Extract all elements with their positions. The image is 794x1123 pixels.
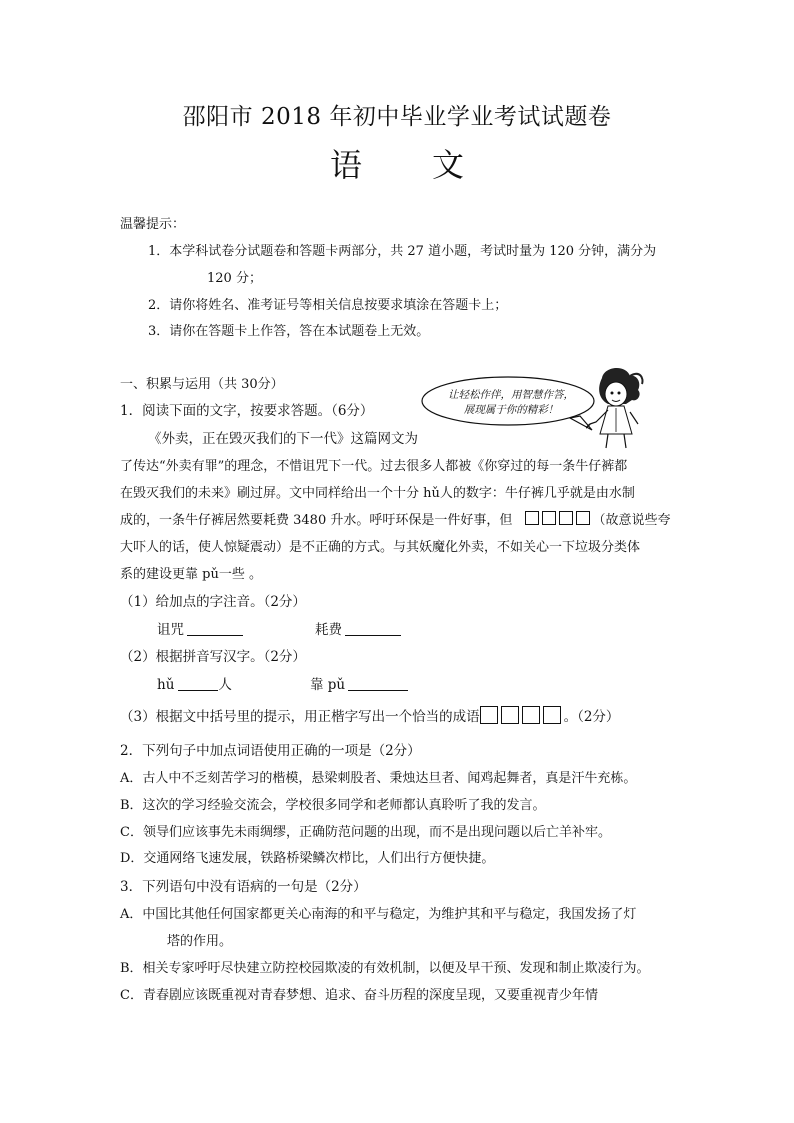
tips-heading: 温馨提示： bbox=[120, 217, 186, 232]
q1-passage-line-5: 大吓人的话，使人惊疑震动）是不正确的方式。与其妖魔化外卖，不如关心一下垃圾分类体 bbox=[120, 540, 641, 555]
q1-sub2-a-suffix: 人 bbox=[218, 677, 232, 693]
q1-sub2-label: （2）根据拼音写汉字。（2分） bbox=[120, 649, 306, 665]
q1-passage-line-4-hint: （故意说些夸 bbox=[592, 513, 671, 528]
bubble-line-2: 展现属于你的精彩！ bbox=[463, 404, 559, 416]
exam-title: 邵阳市 2018 年初中毕业学业考试试题卷 bbox=[182, 104, 612, 130]
q1-passage-line-2: 了传达“外卖有罪”的理念，不惜诅咒下一代。过去很多人都被《你穿过的每一条牛仔裤都 bbox=[120, 459, 628, 474]
q1-passage-line-6: 系的建设更靠 pǔ一些 。 bbox=[120, 567, 262, 582]
tip-item-1: 1．本学科试卷分试题卷和答题卡两部分，共 27 道小题，考试时量为 120 分钟，满分为 bbox=[148, 244, 657, 259]
q1-sub1-a-word: 诅咒 bbox=[157, 622, 184, 638]
q1-sub2-b bbox=[310, 673, 408, 693]
bubble-line-1: 让轻松作伴，用智慧作答， bbox=[448, 389, 574, 401]
q1-sub1-b-word: 耗费 bbox=[315, 622, 342, 638]
tip-item-1-cont: 120 分； bbox=[207, 271, 262, 286]
q1-sub1-b bbox=[315, 618, 401, 638]
idiom-boxes bbox=[525, 513, 593, 528]
q3-option-c: C．青春剧应该既重视对青春梦想、追求、奋斗历程的深度呈现，又要重视青少年情 bbox=[120, 988, 598, 1003]
q2-option-a: A．古人中不乏刻苦学习的楷模，悬梁刺股者、秉烛达旦者、闻鸡起舞者，真是汗牛充栋。 bbox=[120, 771, 637, 786]
q3-option-b: B．相关专家呼吁尽快建立防控校园欺凌的有效机制，以便及早干预、发现和制止欺凌行为。 bbox=[120, 961, 650, 976]
q2-option-b: B．这次的学习经验交流会，学校很多同学和老师都认真聆听了我的发言。 bbox=[120, 798, 546, 813]
answer-blank[interactable] bbox=[178, 678, 218, 691]
answer-blank[interactable] bbox=[348, 678, 408, 691]
q3-stem: 3．下列语句中没有语病的一句是（2分） bbox=[120, 879, 367, 895]
idiom-answer-boxes[interactable] bbox=[480, 709, 564, 725]
tip-item-2: 2．请你将姓名、准考证号等相关信息按要求填涂在答题卡上； bbox=[148, 298, 508, 313]
q1-sub2-b-pinyin: 靠 pǔ bbox=[310, 677, 346, 693]
girl-illustration-icon bbox=[586, 364, 646, 450]
answer-blank[interactable] bbox=[187, 623, 243, 636]
subject-title: 语文 bbox=[329, 146, 534, 184]
q1-passage-line-4-text: 成的，一条牛仔裤居然要耗费 3480 升水。呼吁环保是一件好事，但 bbox=[120, 513, 513, 528]
answer-blank[interactable] bbox=[345, 623, 401, 636]
q1-passage-line-4 bbox=[120, 509, 671, 528]
q3-option-a: A．中国比其他任何国家都更关心南海的和平与稳定，为维护其和平与稳定，我国发扬了灯 bbox=[120, 907, 637, 922]
section-title: 一、积累与运用（共 30分） bbox=[120, 377, 284, 392]
q1-passage-line-1: 《外卖，正在毁灭我们的下一代》这篇网文为 bbox=[148, 431, 418, 447]
tip-item-3: 3．请你在答题卡上作答，答在本试题卷上无效。 bbox=[148, 324, 430, 339]
q2-option-c: C．领导们应该事先未雨绸缪，正确防范问题的出现，而不是出现问题以后亡羊补牢。 bbox=[120, 825, 611, 840]
q1-sub2-a-pinyin: hǔ bbox=[157, 677, 175, 693]
q1-sub3-suffix: 。（2分） bbox=[563, 709, 620, 725]
q1-stem: 1．阅读下面的文字，按要求答题。（6分） bbox=[120, 403, 374, 419]
q1-sub1-a bbox=[157, 618, 243, 638]
q1-sub3 bbox=[120, 705, 619, 725]
q2-option-d: D．交通网络飞速发展，铁路桥梁鳞次栉比，人们出行方便快捷。 bbox=[120, 851, 495, 866]
q1-sub3-label: （3）根据文中括号里的提示，用正楷字写出一个恰当的成语 bbox=[120, 709, 480, 725]
q1-passage-line-3: 在毁灭我们的未来》刷过屏。文中同样给出一个十分 hǔ人的数字：牛仔裤几乎就是由水制 bbox=[120, 486, 635, 501]
q1-sub1-label: （1）给加点的字注音。（2分） bbox=[120, 594, 306, 610]
q2-stem: 2．下列句子中加点词语使用正确的一项是（2分） bbox=[120, 743, 421, 759]
q3-option-a-cont: 塔的作用。 bbox=[167, 934, 233, 949]
q1-sub2-a bbox=[157, 673, 232, 693]
